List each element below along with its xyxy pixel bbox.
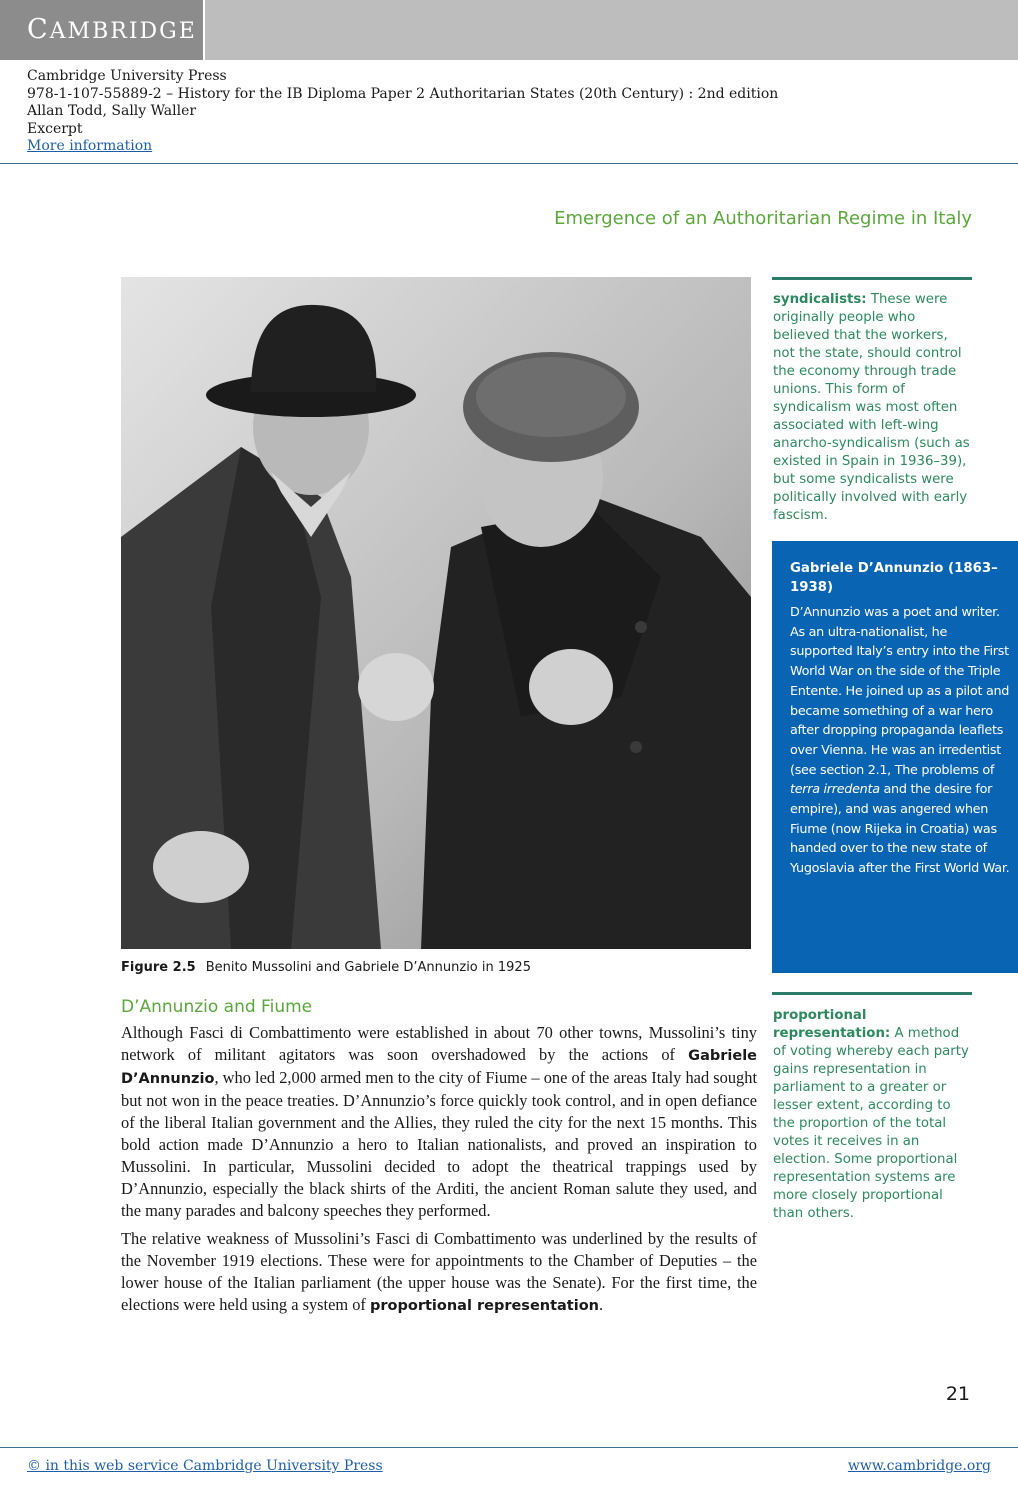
header-bar [0, 0, 1018, 60]
book-metadata [27, 68, 778, 156]
logo-text: CAMBRIDGE [27, 14, 197, 45]
more-information-link[interactable]: More information [27, 138, 153, 154]
biography-body: D’Annunzio was a poet and writer. As an ultra-nationalist, he supported Italy’s entry into the First World War on the side of the Triple Entente. He joined up as a pilot and became something of a war hero after dropping propaganda leaflets over Vienna. He was an irredentist (see section 2.1, The problems of terra irredenta and the desire for empire), and was angered when Fiume (now Rijeka in Croatia) was handed over to the new state of Yugoslavia after the First World War. [790, 605, 1010, 877]
sidebar-rule-1 [772, 277, 972, 280]
publisher: Cambridge University Press [27, 68, 227, 84]
figure-caption-text: Benito Mussolini and Gabriele D’Annunzio in 1925 [205, 960, 531, 975]
cambridge-logo[interactable] [0, 0, 205, 60]
section-heading: D’Annunzio and Fiume [121, 997, 313, 1017]
glossary-proportional-representation: proportional representation: A method of voting whereby each party gains representation in parliament to a greater or lesser extent, according to the proportion of the total votes it receives in an election. Some proportional representation systems are more closely proportional than others. [773, 1008, 969, 1221]
excerpt-label: Excerpt [27, 120, 83, 137]
website-link[interactable]: www.cambridge.org [847, 1458, 991, 1474]
body-paragraph-2: The relative weakness of Mussolini’s Fasci di Combattimento was underlined by the results of the November 1919 elections. These were for appointments to the Chamber of Deputies – the lower house of the Italian parliament (the upper house was the Senate). For the first time, the elections were held using a system of proportional representation. [121, 1229, 757, 1314]
page-number: 21 [945, 1383, 970, 1405]
authors: Allan Todd, Sally Waller [27, 103, 197, 119]
glossary-syndicalists: syndicalists: These were originally people who believed that the workers, not the state, should control the economy through trade unions. This form of syndicalism was most often associated with left-wing anarcho-syndicalism (such as existed in Spain in 1936–39), but some syndicalists were politically involved with early fascism. [773, 292, 970, 523]
body-paragraph-1: Although Fasci di Combattimento were established in about 70 other towns, Mussolini’s tiny network of militant agitators was soon overshadowed by the actions of Gabriele D’Annunzio, who led 2,000 armed men to the city of Fiume – one of the areas Italy had sought but not won in the peace treaties. D’Annunzio’s force quickly took control, and in open defiance of the liberal Italian government and the Allies, they ruled the city for the next 15 months. This bold action made D’Annunzio a hero to Italian nationalists, and proved an inspiration to Mussolini. In particular, Mussolini decided to adopt the theatrical trappings used by D’Annunzio, especially the black shirts of the Arditi, the ancient Roman salute they used, and the many parades and balcony speeches they performed. [121, 1023, 757, 1220]
running-head: Emergence of an Authoritarian Regime in Italy [554, 208, 972, 229]
glossary-term-proportional-representation: proportional representation [369, 1298, 599, 1314]
historical-photo [121, 277, 751, 949]
biography-box [772, 541, 1018, 973]
sidebar-rule-2 [772, 992, 972, 995]
figure-caption [121, 960, 531, 975]
isbn-title: 978-1-107-55889-2 – History for the IB Diploma Paper 2 Authoritarian States (20th Century) : 2nd edition [27, 85, 779, 102]
header-divider [0, 163, 1018, 164]
copyright-link[interactable]: © in this web service Cambridge University Press [27, 1458, 383, 1474]
glossary-term-dannunzio: Gabriele D’Annunzio [121, 1048, 757, 1087]
footer-divider [0, 1447, 1018, 1448]
biography-title: Gabriele D’Annunzio (1863–1938) [790, 561, 998, 595]
figure-label: Figure 2.5 [121, 960, 196, 975]
